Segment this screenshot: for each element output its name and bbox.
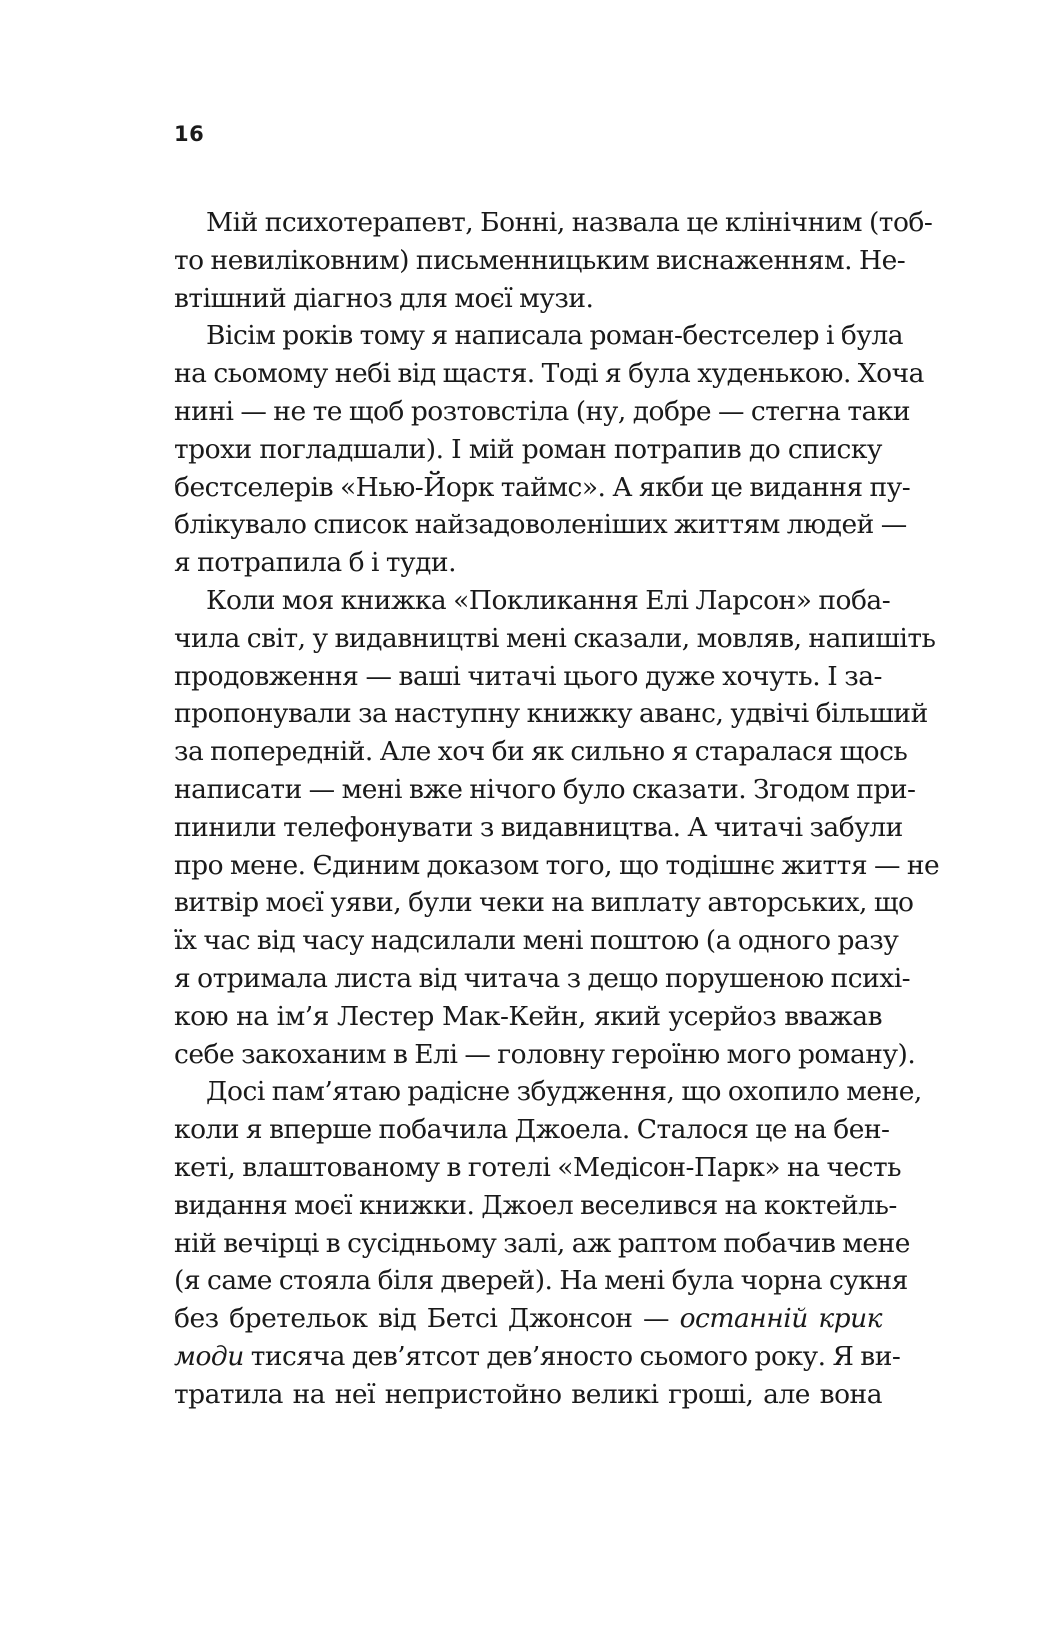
text-line: кою на ім’я Лестер Мак-Кейн, який усерйоз вважав bbox=[174, 1000, 882, 1032]
text-line: я потрапила б і туди. bbox=[174, 547, 456, 579]
text-line: видання моєї книжки. Джоел веселився на коктейль- bbox=[174, 1189, 897, 1221]
text-line: за попередній. Але хоч би як сильно я старалася щось bbox=[174, 736, 908, 768]
text-line-with-italic bbox=[174, 1300, 882, 1338]
text-line: чила світ, у видавництві мені сказали, мовляв, напишіть bbox=[174, 622, 936, 654]
text-line: пинили телефонувати з видавництва. А читачі забули bbox=[174, 811, 903, 843]
text-line: витвір моєї уяви, були чеки на виплату авторських, що bbox=[174, 887, 914, 919]
text-line: їх час від часу надсилали мені поштою (а одного разу bbox=[174, 925, 899, 957]
text-line: кеті, влаштованому в готелі «Медісон-Парк» на честь bbox=[174, 1151, 902, 1183]
text-line: продовження — ваші читачі цього дуже хочуть. І за- bbox=[174, 660, 882, 692]
text-line: написати — мені вже нічого було сказати. Згодом при- bbox=[174, 773, 916, 805]
text-line: пропонували за наступну книжку аванс, удвічі більший bbox=[174, 698, 928, 730]
text-segment: тисяча дев’ятсот дев’яносто сьомого року. Я ви- bbox=[243, 1340, 901, 1372]
main-text bbox=[174, 204, 940, 1414]
text-line: Мій психотерапевт, Бонні, назвала це клінічним (тоб- bbox=[206, 207, 933, 238]
text-line: ній вечірці в сусідньому залі, аж раптом побачив мене bbox=[174, 1227, 910, 1259]
text-line: трохи погладшали). І мій роман потрапив до списку bbox=[174, 433, 882, 465]
text-line: коли я вперше побачила Джоела. Сталося це на бен- bbox=[174, 1114, 890, 1146]
text-line: нині — не те щоб розтовстіла (ну, добре — стегна таки bbox=[174, 395, 911, 427]
text-line: тратила на неї непристойно великі гроші, але вона bbox=[174, 1378, 882, 1410]
text-line: то невиліковним) письменницьким виснаженням. Не- bbox=[174, 244, 906, 276]
text-segment: без бретельок від Бетсі Джонсон — bbox=[174, 1303, 680, 1335]
page-number: 16 bbox=[174, 122, 205, 146]
text-line: блікувало список найзадоволеніших життям людей — bbox=[174, 509, 907, 541]
text-line: на сьомому небі від щастя. Тоді я була худенькою. Хоча bbox=[174, 358, 924, 390]
text-line: бестселерів «Нью-Йорк таймс». А якби це видання пу- bbox=[174, 471, 911, 503]
text-line-with-italic bbox=[174, 1338, 901, 1376]
text-line: я отримала листа від читача з дещо порушеною психі- bbox=[174, 962, 911, 994]
italic-phrase: моди bbox=[174, 1340, 244, 1372]
text-line: (я саме стояла біля дверей). На мені була чорна сукня bbox=[174, 1265, 908, 1297]
text-line: Вісім років тому я написала роман-бестселер і була bbox=[206, 320, 904, 352]
italic-phrase: останній крик bbox=[679, 1303, 883, 1335]
text-line: втішний діагноз для моєї музи. bbox=[174, 282, 594, 314]
text-line: про мене. Єдиним доказом того, що тодішнє життя — не bbox=[174, 849, 940, 881]
text-line: Досі пам’ятаю радісне збудження, що охопило мене, bbox=[206, 1076, 922, 1108]
text-line: себе закоханим в Елі — головну героїню мого роману). bbox=[174, 1038, 916, 1070]
text-line: Коли моя книжка «Покликання Елі Ларсон» поба- bbox=[206, 584, 891, 616]
